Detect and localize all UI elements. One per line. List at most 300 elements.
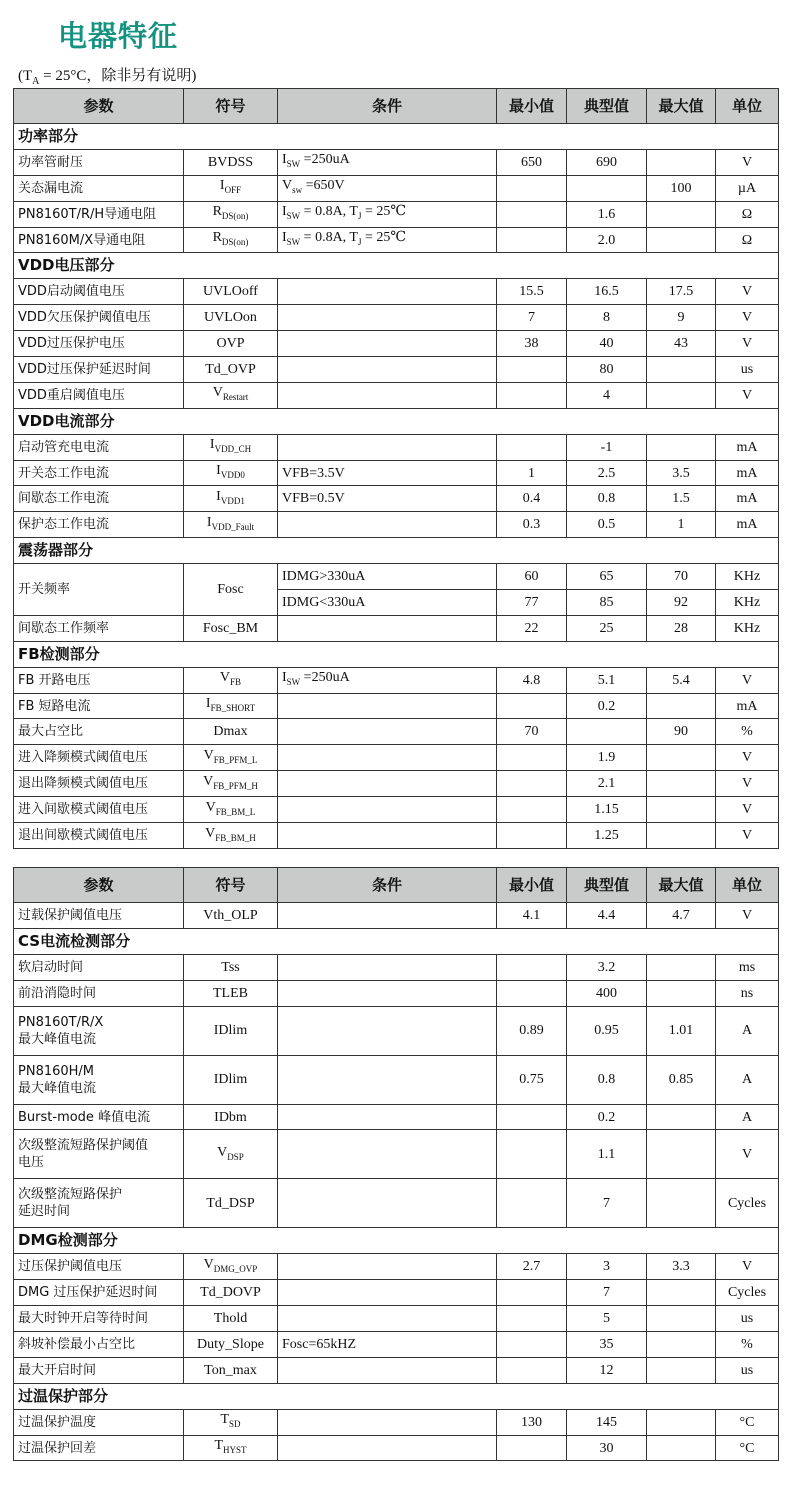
symbol-main: Ton_max [204,1362,257,1378]
condition-text: I [282,152,287,168]
unit-value: V [716,331,779,357]
symbol-sub: FB_PFM_H [213,780,258,791]
param-name-line2: 最大峰值电流 [18,1080,97,1096]
unit-value: V [716,771,779,797]
condition-rest: = 0.8A, T [300,204,358,220]
condition-text: IDMG>330uA [282,569,366,585]
condition-cell [278,1104,497,1130]
param-cell [14,1104,184,1130]
typ-value: 4.4 [567,903,647,929]
param-cell [14,745,184,771]
condition-text: I [282,670,287,686]
condition-sub2: J [357,236,362,247]
table-row [14,797,779,823]
max-value [647,1409,716,1435]
param-name: 前沿消隐时间 [18,985,97,1001]
param-name: 进入间歇模式阈值电压 [18,802,149,818]
param-cell [14,954,184,980]
param-name: 开关态工作电流 [18,465,110,481]
symbol-cell [184,1254,278,1280]
param-name-line2: 电压 [18,1155,45,1171]
param-cell [14,1254,184,1280]
condition-cell [278,1280,497,1306]
symbol-cell [184,1280,278,1306]
min-value [497,980,567,1006]
min-value [497,175,567,201]
symbol-main: UVLOoff [203,284,258,300]
table-row [14,745,779,771]
section-row [14,641,779,667]
unit-value: V [716,667,779,693]
param-cell [14,1006,184,1055]
section-title: FB检测部分 [14,641,779,667]
typ-value: 85 [567,590,647,616]
max-value: 17.5 [647,279,716,305]
max-value [647,1130,716,1179]
header-min: 最小值 [497,868,567,903]
symbol-main: Tss [221,959,240,975]
max-value [647,227,716,253]
condition-text: I [282,230,287,246]
typ-value: 3 [567,1254,647,1280]
param-cell [14,1306,184,1332]
note-open: (T [18,68,33,84]
unit-value: V [716,797,779,823]
typ-value: 0.8 [567,486,647,512]
symbol-main: Vth_OLP [203,907,258,923]
table-row [14,771,779,797]
param-name: DMG 过压保护延迟时间 [18,1285,158,1301]
table-row [14,1306,779,1332]
param-name: VDD启动阈值电压 [18,284,125,300]
min-value [497,1179,567,1228]
header-max: 最大值 [647,868,716,903]
param-cell [14,564,184,616]
param-cell [14,460,184,486]
typ-value: 65 [567,564,647,590]
min-value [497,745,567,771]
max-value: 28 [647,615,716,641]
condition-cell [278,331,497,357]
symbol-sub: FB_BM_L [215,806,256,817]
max-value: 100 [647,175,716,201]
max-value: 70 [647,564,716,590]
min-value [497,693,567,719]
header-symbol: 符号 [184,868,278,903]
symbol-main: IDlim [213,1072,248,1088]
unit-value: % [716,1332,779,1358]
symbol-sub: VDD1 [220,495,245,506]
condition-cell [278,719,497,745]
min-value [497,1280,567,1306]
symbol-main: V [205,825,216,841]
section-title: DMG检测部分 [14,1228,779,1254]
symbol-cell [184,434,278,460]
unit-value: V [716,823,779,849]
section-row [14,1228,779,1254]
param-name: 启动管充电电流 [18,439,110,455]
condition-rest: =650V [302,178,345,194]
symbol-main: I [219,178,225,194]
param-name: 间歇态工作电流 [18,491,110,507]
symbol-cell [184,1357,278,1383]
min-value: 0.4 [497,486,567,512]
symbol-main: I [206,514,212,530]
note-sub: A [32,76,40,87]
table-row [14,460,779,486]
typ-value: 0.95 [567,1006,647,1055]
param-name: VDD过压保护延迟时间 [18,361,151,377]
header-condition: 条件 [278,868,497,903]
table-row [14,903,779,929]
condition-cell [278,1409,497,1435]
param-cell [14,1357,184,1383]
min-value: 0.89 [497,1006,567,1055]
max-value [647,149,716,175]
max-value: 1.5 [647,486,716,512]
table-row [14,823,779,849]
param-cell [14,486,184,512]
unit-value: Cycles [716,1179,779,1228]
symbol-sub: VDD_Fault [211,521,255,532]
symbol-main: Td_DOVP [200,1285,261,1301]
symbol-sub: DS(on) [221,236,249,247]
min-value: 7 [497,305,567,331]
header-param: 参数 [14,89,184,124]
symbol-cell [184,954,278,980]
condition-cell [278,745,497,771]
symbol-cell [184,693,278,719]
symbol-cell [184,1104,278,1130]
table-row [14,980,779,1006]
min-value [497,797,567,823]
param-cell [14,382,184,408]
min-value: 4.8 [497,667,567,693]
min-value [497,1306,567,1332]
unit-value: us [716,1306,779,1332]
condition-cell [278,201,497,227]
param-cell [14,823,184,849]
max-value: 43 [647,331,716,357]
header-unit: 单位 [716,89,779,124]
symbol-main: UVLOon [204,310,257,326]
param-cell [14,357,184,383]
unit-value: A [716,1055,779,1104]
max-value [647,1435,716,1461]
max-value [647,823,716,849]
typ-value: 400 [567,980,647,1006]
symbol-sub: DMG_OVP [213,1263,258,1274]
table-row [14,1130,779,1179]
typ-value: 1.25 [567,823,647,849]
table-row [14,331,779,357]
symbol-main: OVP [216,336,245,352]
header-max: 最大值 [647,89,716,124]
unit-value: ms [716,954,779,980]
symbol-main: IDlim [213,1023,248,1039]
condition-sub: SW [286,211,301,222]
condition-cell [278,175,497,201]
typ-value [567,719,647,745]
param-name: 过温保护回差 [18,1440,97,1456]
max-value [647,201,716,227]
symbol-cell [184,460,278,486]
unit-value: mA [716,434,779,460]
param-name: 功率管耐压 [18,154,84,170]
symbol-main: IDbm [214,1109,247,1125]
max-value: 0.85 [647,1055,716,1104]
param-name: 过压保护阈值电压 [18,1259,123,1275]
spec-table-2 [13,867,779,1461]
param-name: VDD重启阈值电压 [18,387,125,403]
param-name: PN8160T/R/H导通电阻 [18,206,157,222]
table-row [14,1280,779,1306]
condition-cell [278,1254,497,1280]
symbol-cell [184,823,278,849]
symbol-sub: VDD_CH [214,444,252,455]
symbol-cell [184,331,278,357]
min-value: 0.75 [497,1055,567,1104]
symbol-main: Duty_Slope [197,1336,264,1352]
section-row [14,124,779,150]
symbol-sub: Restart [222,392,249,403]
min-value: 60 [497,564,567,590]
min-value: 650 [497,149,567,175]
condition-cell [278,615,497,641]
max-value [647,1280,716,1306]
condition-note [18,64,196,87]
symbol-sub: FB [230,677,242,688]
max-value [647,1357,716,1383]
min-value [497,227,567,253]
symbol-cell [184,1435,278,1461]
param-cell [14,331,184,357]
max-value [647,693,716,719]
symbol-main: V [212,385,223,401]
max-value: 5.4 [647,667,716,693]
typ-value: 3.2 [567,954,647,980]
typ-value: 2.0 [567,227,647,253]
unit-value: KHz [716,615,779,641]
table-row [14,1254,779,1280]
unit-value: °C [716,1409,779,1435]
header-symbol: 符号 [184,89,278,124]
condition-cell [278,590,497,616]
max-value: 3.5 [647,460,716,486]
section-title: 过温保护部分 [14,1383,779,1409]
unit-value: % [716,719,779,745]
unit-value: V [716,305,779,331]
min-value [497,823,567,849]
unit-value: V [716,1130,779,1179]
max-value [647,797,716,823]
typ-value: 4 [567,382,647,408]
symbol-cell [184,719,278,745]
symbol-cell [184,486,278,512]
unit-value: mA [716,460,779,486]
max-value [647,1332,716,1358]
unit-value: us [716,357,779,383]
table-row [14,1357,779,1383]
section-row [14,408,779,434]
param-cell [14,227,184,253]
typ-value: 5 [567,1306,647,1332]
table-header-row [14,868,779,903]
unit-value: µA [716,175,779,201]
symbol-cell [184,615,278,641]
param-cell [14,1179,184,1228]
symbol-cell [184,903,278,929]
param-cell [14,1280,184,1306]
min-value: 2.7 [497,1254,567,1280]
condition-cell [278,823,497,849]
symbol-main: I [209,437,215,453]
typ-value: -1 [567,434,647,460]
condition-rest: = 0.8A, T [300,230,358,246]
condition-rest2: = 25℃ [361,230,407,246]
param-cell [14,1055,184,1104]
condition-cell [278,1006,497,1055]
max-value [647,1104,716,1130]
condition-cell [278,1306,497,1332]
symbol-main: V [203,747,214,763]
min-value [497,954,567,980]
param-name: PN8160H/M [18,1063,95,1079]
symbol-cell [184,1130,278,1179]
unit-value: V [716,745,779,771]
symbol-main: Td_OVP [205,361,256,377]
table-row [14,305,779,331]
param-cell [14,305,184,331]
param-name: 最大时钟开启等待时间 [18,1311,149,1327]
param-name: 开关频率 [18,582,71,598]
symbol-cell [184,797,278,823]
section-title: VDD电压部分 [14,253,779,279]
typ-value: 40 [567,331,647,357]
typ-value: 1.6 [567,201,647,227]
symbol-cell [184,980,278,1006]
param-cell [14,771,184,797]
condition-sub: SW [286,159,301,170]
header-condition: 条件 [278,89,497,124]
symbol-cell [184,305,278,331]
condition-cell [278,1055,497,1104]
condition-cell [278,305,497,331]
condition-sub: SW [286,236,301,247]
symbol-sub: FB_BM_H [215,832,256,843]
max-value: 1 [647,512,716,538]
table-row [14,1409,779,1435]
symbol-main: R [212,230,222,246]
param-name: VDD过压保护电压 [18,336,125,352]
max-value: 4.7 [647,903,716,929]
unit-value: KHz [716,590,779,616]
unit-value: V [716,382,779,408]
table-row [14,1179,779,1228]
min-value [497,1104,567,1130]
table-row [14,1006,779,1055]
condition-text: Fosc=65kHZ [282,1336,357,1352]
condition-sub2: J [357,211,362,222]
table-row [14,1104,779,1130]
max-value [647,1179,716,1228]
condition-cell [278,903,497,929]
symbol-cell [184,512,278,538]
table-row [14,357,779,383]
symbol-main: I [216,489,221,505]
table-row [14,227,779,253]
condition-text: I [282,204,287,220]
max-value [647,745,716,771]
table-row [14,1435,779,1461]
min-value [497,434,567,460]
condition-cell [278,357,497,383]
symbol-main: V [219,670,231,686]
symbol-main: Thold [213,1311,248,1327]
condition-text: IDMG<330uA [282,594,366,610]
symbol-main: I [205,696,211,712]
typ-value: 0.8 [567,1055,647,1104]
table-row [14,693,779,719]
min-value: 1 [497,460,567,486]
min-value: 77 [497,590,567,616]
param-name-line2: 最大峰值电流 [18,1031,97,1047]
symbol-cell [184,564,278,616]
typ-value: 1.9 [567,745,647,771]
condition-cell [278,434,497,460]
param-cell [14,149,184,175]
symbol-main: TLEB [213,985,248,1001]
typ-value: 2.5 [567,460,647,486]
symbol-main: V [203,1256,214,1272]
table-row [14,382,779,408]
condition-cell [278,980,497,1006]
param-cell [14,1409,184,1435]
max-value [647,357,716,383]
header-unit: 单位 [716,868,779,903]
param-name: 退出降频模式阈值电压 [18,776,149,792]
typ-value: 1.1 [567,1130,647,1179]
param-name: 过温保护温度 [18,1414,97,1430]
max-value: 90 [647,719,716,745]
min-value [497,382,567,408]
condition-rest: =250uA [300,670,350,686]
param-name: 关态漏电流 [18,180,84,196]
unit-value: Ω [716,227,779,253]
unit-value: mA [716,486,779,512]
condition-cell [278,486,497,512]
condition-cell [278,227,497,253]
symbol-sub: VDD0 [220,469,245,480]
max-value: 9 [647,305,716,331]
unit-value: A [716,1006,779,1055]
table-row [14,615,779,641]
table-row [14,434,779,460]
table-row [14,175,779,201]
condition-cell [278,279,497,305]
param-cell [14,980,184,1006]
unit-value: A [716,1104,779,1130]
symbol-cell [184,1332,278,1358]
param-cell [14,1435,184,1461]
param-name: VDD欠压保护阈值电压 [18,310,151,326]
table-row [14,1055,779,1104]
table-row [14,1332,779,1358]
param-name: FB 短路电流 [18,698,91,714]
header-min: 最小值 [497,89,567,124]
unit-value: V [716,279,779,305]
param-cell [14,693,184,719]
